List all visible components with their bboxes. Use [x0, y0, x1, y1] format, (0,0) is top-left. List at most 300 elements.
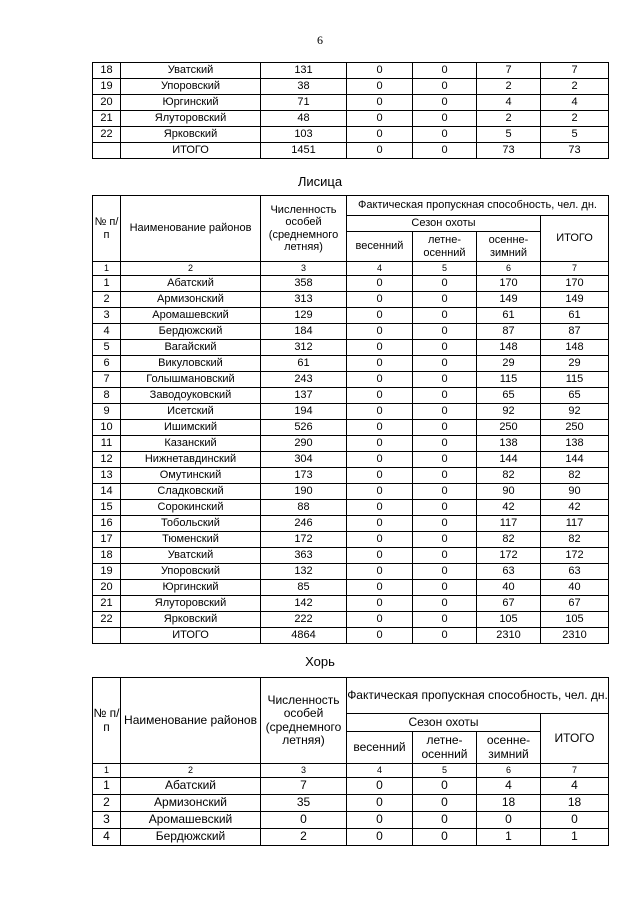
table-row-cell: 0: [347, 324, 413, 340]
table-row-cell: 65: [477, 388, 541, 404]
index-row-cell: 5: [413, 262, 477, 276]
table-row-cell: 149: [477, 292, 541, 308]
table-row-cell: 0: [347, 127, 413, 143]
table-row-cell: 29: [541, 356, 609, 372]
table-row-cell: 4: [541, 95, 609, 111]
col-spring-header: весенний: [347, 232, 413, 262]
table-row-cell: 1: [477, 829, 541, 846]
table-row: [93, 63, 609, 79]
total-row-cell: 0: [413, 628, 477, 644]
table-row-cell: 67: [477, 596, 541, 612]
table-row: [93, 372, 609, 388]
table-row-cell: 0: [347, 468, 413, 484]
total-row-cell: 0: [347, 628, 413, 644]
table-row-cell: 7: [541, 63, 609, 79]
table-row-cell: Ишимский: [121, 420, 261, 436]
table-row-cell: 40: [541, 580, 609, 596]
table-row-cell: 222: [261, 612, 347, 628]
table-row-cell: 131: [261, 63, 347, 79]
table-row: [93, 468, 609, 484]
table-row-cell: 132: [261, 564, 347, 580]
table-row-cell: 82: [541, 532, 609, 548]
table-row-cell: Голышмановский: [121, 372, 261, 388]
table-row-cell: 0: [347, 452, 413, 468]
table-row-cell: 358: [261, 276, 347, 292]
table-row-cell: 0: [347, 356, 413, 372]
table-row-cell: 18: [93, 63, 121, 79]
table-row-cell: 3: [93, 812, 121, 829]
table-row: [93, 356, 609, 372]
fox-table: [92, 195, 609, 644]
table-row: [93, 95, 609, 111]
table-row-cell: 0: [413, 829, 477, 846]
table-row-cell: 172: [477, 548, 541, 564]
ferret-table: [92, 677, 609, 846]
table-row: [93, 388, 609, 404]
table-row-cell: 115: [541, 372, 609, 388]
table-row: [93, 340, 609, 356]
table-row-cell: 0: [413, 356, 477, 372]
table-row-cell: 103: [261, 127, 347, 143]
table-row: [93, 111, 609, 127]
table-row-cell: 246: [261, 516, 347, 532]
index-row-cell: 2: [121, 262, 261, 276]
table-row-cell: Ялуторовский: [121, 596, 261, 612]
total-row-cell: [93, 628, 121, 644]
table-row-cell: 18: [541, 795, 609, 812]
table-row-cell: 12: [93, 452, 121, 468]
table-row-cell: 105: [477, 612, 541, 628]
table-row-cell: 290: [261, 436, 347, 452]
table-row: [93, 812, 609, 829]
table-row-cell: 138: [477, 436, 541, 452]
table-row-cell: 18: [93, 548, 121, 564]
table-row-cell: 7: [93, 372, 121, 388]
table-row-cell: 5: [93, 340, 121, 356]
table-row: [93, 484, 609, 500]
table-row-cell: 1: [93, 778, 121, 795]
top-table: [92, 62, 609, 159]
table-row-cell: 90: [477, 484, 541, 500]
table-row-cell: 2: [541, 111, 609, 127]
table-row-cell: 0: [347, 292, 413, 308]
table-row-cell: 7: [261, 778, 347, 795]
table-row-cell: 7: [477, 63, 541, 79]
table-row: [93, 404, 609, 420]
col-autumn-winter-header: осенне-зимний: [477, 232, 541, 262]
table-row-cell: 61: [261, 356, 347, 372]
table-row-cell: 21: [93, 111, 121, 127]
table-row: [93, 276, 609, 292]
table-row-cell: Ярковский: [121, 612, 261, 628]
table-row-cell: Абатский: [121, 276, 261, 292]
total-row-cell: ИТОГО: [121, 143, 261, 159]
table-row-cell: Сорокинский: [121, 500, 261, 516]
total-row-cell: 0: [347, 143, 413, 159]
table-row-cell: 0: [413, 580, 477, 596]
table-row-cell: 22: [93, 612, 121, 628]
table-row-cell: 0: [347, 812, 413, 829]
index-row-cell: 2: [121, 764, 261, 778]
table-row-cell: 0: [347, 95, 413, 111]
table-row-cell: 87: [477, 324, 541, 340]
table-row-cell: 0: [413, 292, 477, 308]
table-row-cell: 0: [413, 340, 477, 356]
table-row-cell: 13: [93, 468, 121, 484]
table-row-cell: 0: [261, 812, 347, 829]
table-row-cell: 0: [413, 516, 477, 532]
table-row: [93, 580, 609, 596]
table-row: [93, 420, 609, 436]
table-row-cell: Уватский: [121, 548, 261, 564]
table-row-cell: 40: [477, 580, 541, 596]
table-row-cell: Упоровский: [121, 79, 261, 95]
col-num-header: № п/п: [93, 196, 121, 262]
table-row-cell: Вагайский: [121, 340, 261, 356]
index-row-cell: 7: [541, 764, 609, 778]
table-row-cell: 0: [413, 548, 477, 564]
table-row-cell: 9: [93, 404, 121, 420]
table-row-cell: 88: [261, 500, 347, 516]
total-row-cell: 0: [413, 143, 477, 159]
table-row-cell: 4: [93, 324, 121, 340]
table-row-cell: 14: [93, 484, 121, 500]
table-row-cell: 0: [413, 308, 477, 324]
table-row-cell: 67: [541, 596, 609, 612]
table-row-cell: 4: [541, 778, 609, 795]
table-row-cell: 17: [93, 532, 121, 548]
table-row-cell: 71: [261, 95, 347, 111]
table-row-cell: 4: [477, 95, 541, 111]
table-row-cell: 2: [261, 829, 347, 846]
table-row-cell: 148: [477, 340, 541, 356]
col-num-header: № п/п: [93, 678, 121, 764]
table-row-cell: 0: [347, 276, 413, 292]
table-row-cell: 85: [261, 580, 347, 596]
table-row-cell: 38: [261, 79, 347, 95]
table-row-cell: 0: [413, 484, 477, 500]
total-row: [93, 628, 609, 644]
table-row-cell: Упоровский: [121, 564, 261, 580]
table-row: [93, 79, 609, 95]
table-row-cell: Ярковский: [121, 127, 261, 143]
table-row-cell: 0: [413, 95, 477, 111]
table-row-cell: 63: [477, 564, 541, 580]
table-row-cell: 0: [413, 324, 477, 340]
table-row-cell: Аромашевский: [121, 308, 261, 324]
table-row-cell: 0: [347, 340, 413, 356]
index-row-cell: 6: [477, 764, 541, 778]
table-row-cell: Омутинский: [121, 468, 261, 484]
table-row-cell: Абатский: [121, 778, 261, 795]
table-row-cell: 0: [413, 812, 477, 829]
total-row-cell: 73: [541, 143, 609, 159]
table-row-cell: 82: [477, 468, 541, 484]
table-row-cell: 18: [477, 795, 541, 812]
col-total-header: ИТОГО: [541, 216, 609, 262]
col-spring-header: весенний: [347, 732, 413, 764]
total-row-cell: 1451: [261, 143, 347, 159]
table-row-cell: 0: [413, 795, 477, 812]
table-row-cell: 20: [93, 580, 121, 596]
index-row-cell: 7: [541, 262, 609, 276]
table-row-cell: 0: [413, 596, 477, 612]
table-row-cell: 0: [413, 79, 477, 95]
table-row-cell: 19: [93, 564, 121, 580]
table-row-cell: 138: [541, 436, 609, 452]
table-row-cell: 250: [541, 420, 609, 436]
table-row: [93, 308, 609, 324]
table-row-cell: Исетский: [121, 404, 261, 420]
table-row-cell: 8: [93, 388, 121, 404]
table-row-cell: 22: [93, 127, 121, 143]
index-row-cell: 4: [347, 764, 413, 778]
table-row-cell: 0: [413, 63, 477, 79]
table-row-cell: 0: [347, 63, 413, 79]
table-row-cell: 194: [261, 404, 347, 420]
table-row-cell: 0: [347, 580, 413, 596]
fox-table-body: [93, 262, 609, 644]
table-row-cell: 42: [477, 500, 541, 516]
table-row-cell: 250: [477, 420, 541, 436]
table-row-cell: 144: [477, 452, 541, 468]
table-row-cell: Аромашевский: [121, 812, 261, 829]
table-row-cell: 0: [347, 79, 413, 95]
col-summer-autumn-header: летне-осенний: [413, 232, 477, 262]
table-row-cell: 137: [261, 388, 347, 404]
index-row: [93, 262, 609, 276]
table-row-cell: 65: [541, 388, 609, 404]
table-row: [93, 612, 609, 628]
total-row: [93, 143, 609, 159]
table-row-cell: 0: [347, 596, 413, 612]
table-row-cell: Юргинский: [121, 580, 261, 596]
total-row-cell: 73: [477, 143, 541, 159]
table-row: [93, 452, 609, 468]
table-row-cell: 0: [413, 452, 477, 468]
table-row-cell: 172: [261, 532, 347, 548]
table-row-cell: 90: [541, 484, 609, 500]
table-row: [93, 778, 609, 795]
table-row-cell: 149: [541, 292, 609, 308]
table-row-cell: 0: [347, 111, 413, 127]
col-population-header: Численность особей (среднемного летняя): [261, 196, 347, 262]
table-row-cell: 363: [261, 548, 347, 564]
page-number: 6: [317, 33, 323, 47]
table-row-cell: 0: [413, 564, 477, 580]
table-row-cell: 0: [347, 548, 413, 564]
table-row-cell: 61: [541, 308, 609, 324]
table-row: [93, 436, 609, 452]
table-row-cell: 63: [541, 564, 609, 580]
index-row-cell: 3: [261, 262, 347, 276]
table-row-cell: 243: [261, 372, 347, 388]
table-row: [93, 829, 609, 846]
table-row-cell: 1: [93, 276, 121, 292]
table-row-cell: 170: [477, 276, 541, 292]
table-row-cell: 21: [93, 596, 121, 612]
table-row-cell: 82: [541, 468, 609, 484]
table-row-cell: 5: [541, 127, 609, 143]
table-row-cell: 173: [261, 468, 347, 484]
total-row-cell: 2310: [477, 628, 541, 644]
table-row-cell: 0: [413, 612, 477, 628]
table-row-cell: 0: [347, 516, 413, 532]
table-row-cell: 2: [541, 79, 609, 95]
table-row: [93, 324, 609, 340]
table-row-cell: Тюменский: [121, 532, 261, 548]
table-row-cell: 82: [477, 532, 541, 548]
table-row-cell: 0: [413, 500, 477, 516]
table-row-cell: 87: [541, 324, 609, 340]
table-row-cell: 0: [347, 795, 413, 812]
table-row: [93, 548, 609, 564]
table-row-cell: 117: [541, 516, 609, 532]
total-row-cell: 4864: [261, 628, 347, 644]
table-row-cell: 19: [93, 79, 121, 95]
table-row-cell: 4: [93, 829, 121, 846]
top-table-body: [93, 63, 609, 159]
total-row-cell: ИТОГО: [121, 628, 261, 644]
table-row-cell: 0: [347, 484, 413, 500]
table-row: [93, 564, 609, 580]
table-row-cell: Викуловский: [121, 356, 261, 372]
table-row-cell: Ялуторовский: [121, 111, 261, 127]
table-row-cell: Тобольский: [121, 516, 261, 532]
table-row-cell: 11: [93, 436, 121, 452]
table-row-cell: 117: [477, 516, 541, 532]
table-row: [93, 516, 609, 532]
total-row-cell: 2310: [541, 628, 609, 644]
total-row-cell: [93, 143, 121, 159]
table-row-cell: 0: [347, 308, 413, 324]
table-row-cell: 304: [261, 452, 347, 468]
table-row-cell: 0: [413, 111, 477, 127]
table-row-cell: 0: [347, 500, 413, 516]
table-row-cell: 0: [347, 532, 413, 548]
table-row-cell: 42: [541, 500, 609, 516]
col-district-header: Наименование районов: [121, 196, 261, 262]
table-row-cell: 92: [477, 404, 541, 420]
table-row-cell: 0: [541, 812, 609, 829]
table-row-cell: 144: [541, 452, 609, 468]
table-row-cell: 92: [541, 404, 609, 420]
ferret-section-title: Хорь: [305, 654, 335, 669]
index-row-cell: 3: [261, 764, 347, 778]
table-row-cell: 0: [347, 778, 413, 795]
table-row: [93, 795, 609, 812]
table-row-cell: Нижнетавдинский: [121, 452, 261, 468]
table-row-cell: 2: [477, 79, 541, 95]
table-row-cell: 0: [413, 276, 477, 292]
table-row: [93, 127, 609, 143]
table-row-cell: 48: [261, 111, 347, 127]
table-row-cell: 0: [413, 468, 477, 484]
table-row-cell: 0: [347, 388, 413, 404]
table-row-cell: Заводоуковский: [121, 388, 261, 404]
table-row-cell: 0: [477, 812, 541, 829]
table-row-cell: 0: [347, 436, 413, 452]
table-row-cell: 172: [541, 548, 609, 564]
fox-section-title: Лисица: [297, 174, 343, 189]
table-row-cell: 0: [347, 420, 413, 436]
table-row-cell: 170: [541, 276, 609, 292]
table-row-cell: 105: [541, 612, 609, 628]
table-row-cell: 184: [261, 324, 347, 340]
table-row-cell: 0: [347, 372, 413, 388]
table-row-cell: 4: [477, 778, 541, 795]
table-row-cell: 0: [413, 420, 477, 436]
table-row-cell: Сладковский: [121, 484, 261, 500]
table-row-cell: 129: [261, 308, 347, 324]
table-row-cell: 16: [93, 516, 121, 532]
table-row-cell: Армизонский: [121, 795, 261, 812]
col-total-header: ИТОГО: [541, 714, 609, 764]
index-row-cell: 1: [93, 764, 121, 778]
table-row-cell: 312: [261, 340, 347, 356]
col-summer-autumn-header: летне-осенний: [413, 732, 477, 764]
index-row: [93, 764, 609, 778]
table-row: [93, 596, 609, 612]
table-row-cell: 5: [477, 127, 541, 143]
table-row-cell: 0: [347, 612, 413, 628]
table-row-cell: 0: [347, 829, 413, 846]
table-row-cell: 10: [93, 420, 121, 436]
table-row-cell: 0: [413, 372, 477, 388]
index-row-cell: 6: [477, 262, 541, 276]
table-row-cell: 6: [93, 356, 121, 372]
index-row-cell: 1: [93, 262, 121, 276]
col-autumn-winter-header: осенне-зимний: [477, 732, 541, 764]
table-row-cell: Казанский: [121, 436, 261, 452]
table-row-cell: Бердюжский: [121, 829, 261, 846]
table-row-cell: 0: [413, 127, 477, 143]
col-season-header: Сезон охоты: [347, 216, 541, 232]
ferret-table-body: [93, 764, 609, 846]
table-row-cell: 29: [477, 356, 541, 372]
col-population-header: Численность особей (среднемного летняя): [261, 678, 347, 764]
table-row-cell: 1: [541, 829, 609, 846]
table-row-cell: 0: [413, 532, 477, 548]
table-row: [93, 500, 609, 516]
table-row: [93, 292, 609, 308]
col-district-header: Наименование районов: [121, 678, 261, 764]
table-row-cell: 313: [261, 292, 347, 308]
table-row-cell: 2: [93, 795, 121, 812]
table-row-cell: 0: [413, 388, 477, 404]
table-row-cell: 35: [261, 795, 347, 812]
table-row-cell: 15: [93, 500, 121, 516]
table-row-cell: Бердюжский: [121, 324, 261, 340]
table-row-cell: 0: [413, 778, 477, 795]
table-row-cell: 0: [413, 436, 477, 452]
table-row-cell: 2: [477, 111, 541, 127]
col-season-header: Сезон охоты: [347, 714, 541, 732]
table-row-cell: Уватский: [121, 63, 261, 79]
table-row-cell: 526: [261, 420, 347, 436]
col-capacity-header: Фактическая пропускная способность, чел. дн.: [347, 196, 609, 216]
table-row-cell: 61: [477, 308, 541, 324]
index-row-cell: 5: [413, 764, 477, 778]
table-row-cell: 148: [541, 340, 609, 356]
table-row-cell: 0: [347, 404, 413, 420]
table-row-cell: Армизонский: [121, 292, 261, 308]
index-row-cell: 4: [347, 262, 413, 276]
table-row-cell: 3: [93, 308, 121, 324]
col-capacity-header: Фактическая пропускная способность, чел. дн.: [347, 678, 609, 714]
table-row-cell: 190: [261, 484, 347, 500]
table-row-cell: 115: [477, 372, 541, 388]
